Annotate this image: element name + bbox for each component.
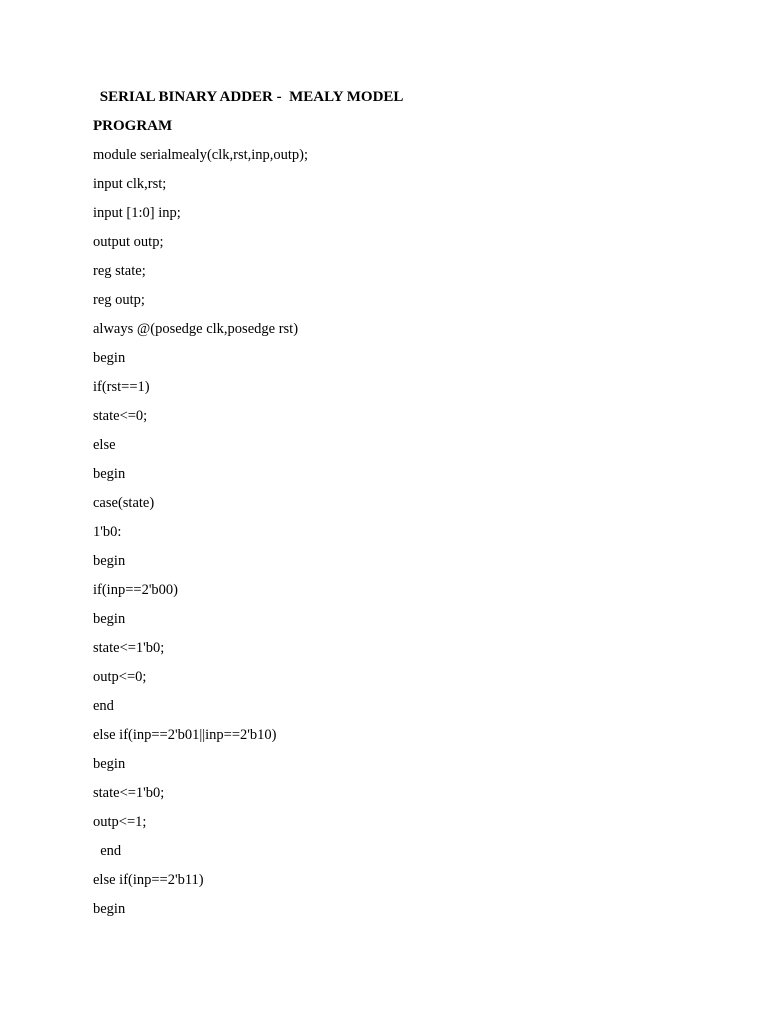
code-line: begin <box>93 611 126 627</box>
code-line: always @(posedge clk,posedge rst) <box>93 321 299 337</box>
code-line: end <box>93 843 122 859</box>
code-line: state<=1'b0; <box>93 785 165 801</box>
code-line: begin <box>93 466 126 482</box>
code-line: reg outp; <box>93 292 145 308</box>
code-line: state<=0; <box>93 408 148 424</box>
code-listing <box>93 145 308 928</box>
code-line: if(rst==1) <box>93 379 150 395</box>
code-line: input clk,rst; <box>93 176 167 192</box>
code-line: begin <box>93 553 126 569</box>
section-heading: PROGRAM <box>93 118 173 134</box>
document-title: SERIAL BINARY ADDER - MEALY MODEL <box>96 89 404 105</box>
code-line: input [1:0] inp; <box>93 205 181 221</box>
code-line: reg state; <box>93 263 146 279</box>
code-line: 1'b0: <box>93 524 122 540</box>
code-line: begin <box>93 756 126 772</box>
code-line: end <box>93 698 114 714</box>
code-line: else <box>93 437 116 453</box>
code-line: state<=1'b0; <box>93 640 165 656</box>
code-line: module serialmealy(clk,rst,inp,outp); <box>93 147 309 163</box>
code-line: begin <box>93 350 126 366</box>
code-line: outp<=1; <box>93 814 147 830</box>
code-line: output outp; <box>93 234 164 250</box>
code-line: outp<=0; <box>93 669 147 685</box>
code-line: case(state) <box>93 495 155 511</box>
code-line: if(inp==2'b00) <box>93 582 179 598</box>
code-line: else if(inp==2'b01||inp==2'b10) <box>93 727 277 743</box>
code-line: else if(inp==2'b11) <box>93 872 204 888</box>
code-line: begin <box>93 901 126 917</box>
